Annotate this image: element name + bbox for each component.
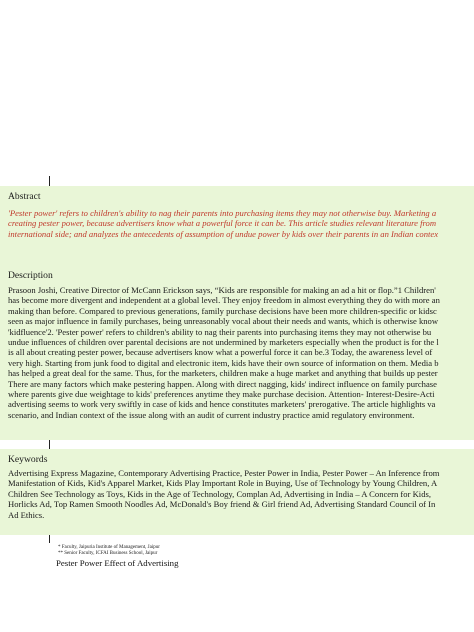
margin-marker-footer: [49, 535, 50, 543]
keywords-line: Horlicks Ad, Top Ramen Smooth Noodles Ad, McDonald's Boy friend & Girl friend Ad, Advertising Standard Council of In: [8, 499, 436, 510]
keywords-line: Ad Ethics.: [8, 509, 45, 520]
abstract-section: [0, 186, 474, 266]
keywords-section: [0, 449, 474, 535]
footnote-faculty: * Faculty, Jaipuria Institute of Management, Jaipur: [58, 545, 160, 550]
description-heading: Description: [8, 270, 53, 281]
margin-marker-keywords: [49, 439, 50, 449]
description-line: has become more divergent and independent at a global level. They enjoy freedom in almost everything they do with more an: [8, 295, 440, 306]
description-line: undue influences of children over parental decisions are not undermined by marketers especially when the product is for the l: [8, 337, 439, 348]
keywords-line: Manifestation of Kids, Kid's Apparel Market, Kids Play Important Role in Buying, Use of Technology by Young Children, A: [8, 478, 438, 489]
description-line: is all about creating pester power, because advertisers know what a powerful force it can be.3 Today, the awareness level of: [8, 347, 433, 358]
abstract-line: creating pester power, because advertisers know what a powerful force it can be. This article studies relevant literature from: [8, 218, 437, 229]
keywords-line: Advertising Express Magazine, Contemporary Advertising Practice, Pester Power in India, Pester Power – An Inference from: [8, 468, 440, 478]
keywords-heading: Keywords: [8, 454, 48, 465]
description-line: seen as major influence in family purchases, being unreasonably vocal about their needs and wants, which is otherwise know: [8, 316, 439, 327]
description-line: very high. Starting from junk food to digital and electronic item, kids have their own source of information on them. Media b: [8, 357, 439, 368]
abstract-line: international side; and analyzes the antecedents of assumption of undue power by kids over their parents in an Indian contex: [8, 228, 439, 239]
description-line: scenario, and Indian context of the issue along with an audit of current industry practice amid regulatory environment.: [8, 409, 415, 420]
abstract-heading: Abstract: [8, 191, 41, 202]
description-text: [8, 285, 440, 420]
description-line: There are many factors which make pestering happen. Along with direct nagging, kids' indirect influence on family purchase: [8, 378, 437, 389]
description-line: Prasoon Joshi, Creative Director of McCann Erickson says, “Kids are responsible for making an ad a hit or flop.”1 Children': [8, 285, 436, 295]
margin-marker-abstract: [49, 176, 50, 186]
keywords-text: [8, 468, 439, 520]
running-title: Pester Power Effect of Advertising: [56, 558, 179, 568]
description-section: [0, 265, 474, 440]
description-line: where parents give due weightage to kids' preferences anytime they make purchase decision. Attention- Interest-Desire-Acti: [8, 389, 435, 400]
description-line: 'kidfluence'2. 'Pester power' refers to children's ability to nag their parents into purchasing items they may not otherwise bu: [8, 326, 432, 337]
abstract-line: 'Pester power' refers to children's ability to nag their parents into purchasing items they may not otherwise buy. Marketing a: [8, 208, 437, 218]
description-line: making than before. Compared to previous generations, family purchase decisions have been more children-specific or kidsc: [8, 305, 437, 316]
description-line: advertising seems to work very swiftly in case of kids and hence constitutes marketers' prerogative. The article highlights va: [8, 399, 436, 410]
abstract-text: [8, 208, 438, 239]
footnote-senior-faculty: ** Senior Faculty, ICFAI Business School, Jaipur: [58, 551, 158, 556]
keywords-line: Children See Technology as Toys, Kids in the Age of Technology, Complan Ad, Advertising in India – A Concern for Kids,: [8, 488, 431, 499]
description-line: has helped a great deal for the same. Thus, for the marketers, children make a huge market and anything that builds up pester: [8, 368, 438, 379]
